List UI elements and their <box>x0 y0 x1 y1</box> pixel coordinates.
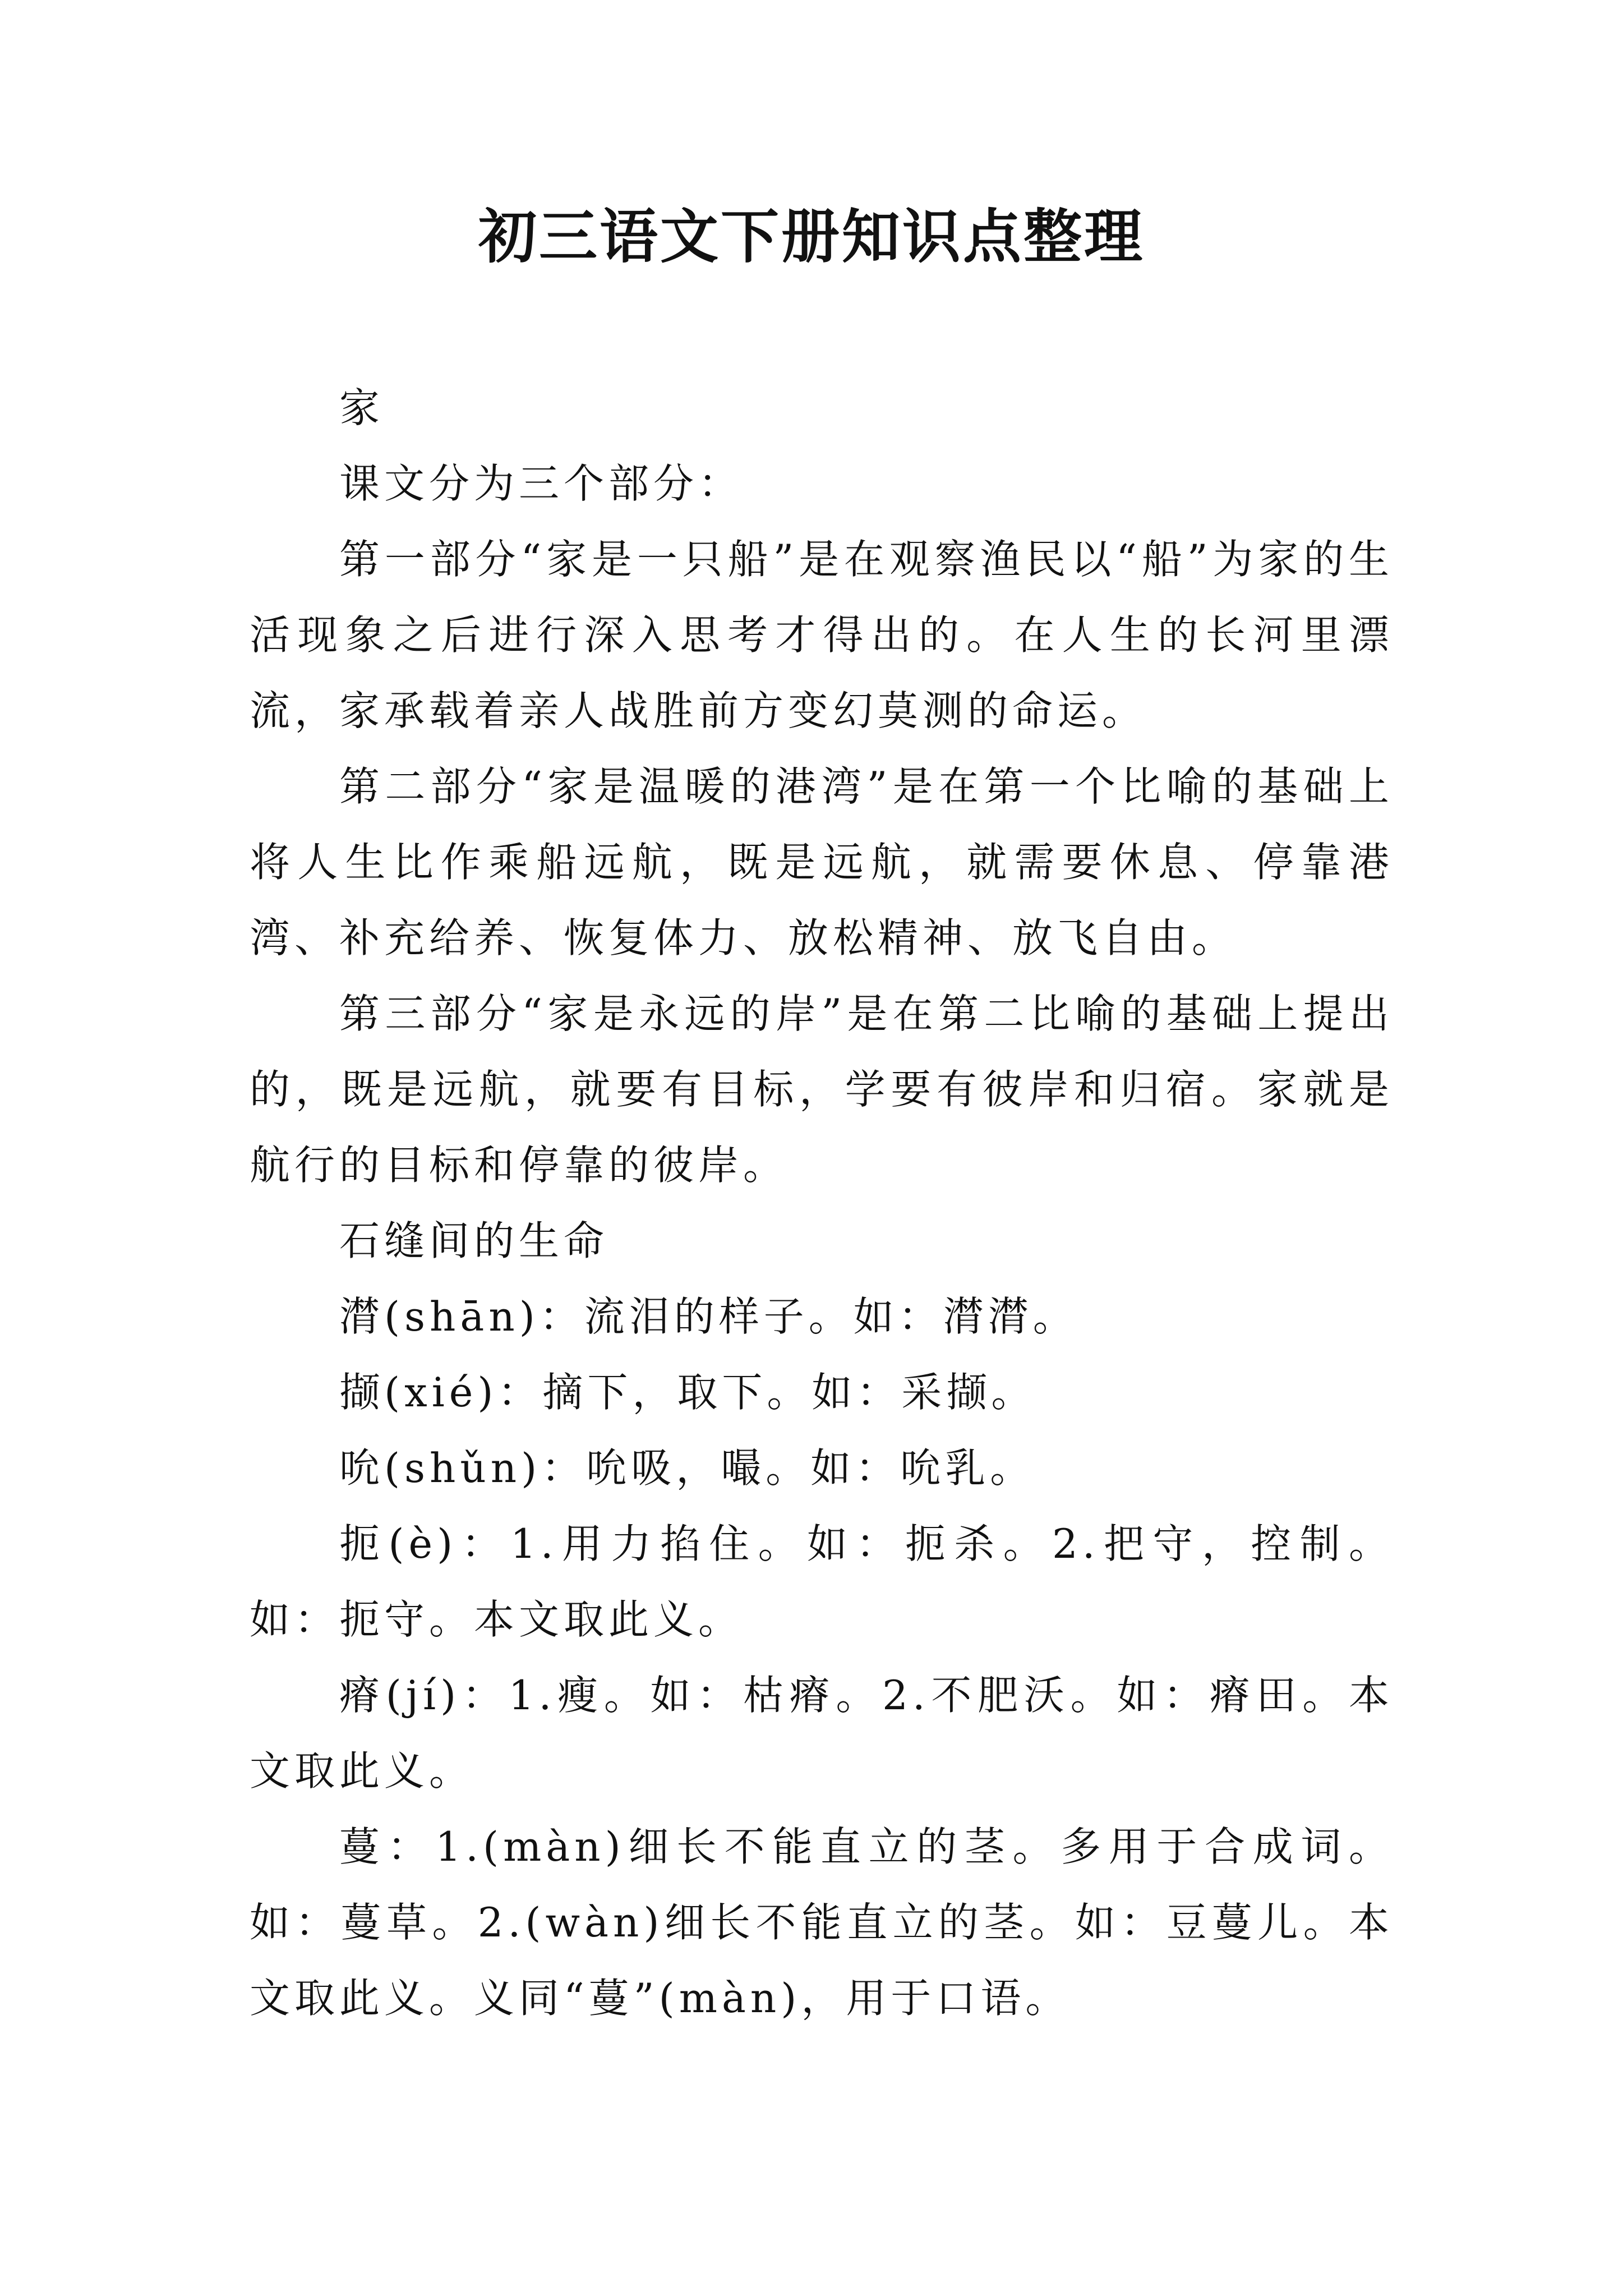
document-body <box>250 370 1394 2036</box>
vocab-entry: 吮(shǔn)：吮吸，嘬。如：吮乳。 <box>339 1444 1035 1492</box>
section-heading-jia: 家 <box>339 384 385 431</box>
paragraph: 第二部分“家是温暖的港湾”是在第一个比喻的基础上将人生比作乘船远航，既是远航，就需要休息、停靠港湾、补充给养、恢复体力、放松精神、放飞自由。 <box>250 763 1394 961</box>
vocab-entry: 瘠(jí)：1.瘦。如：枯瘠。2.不肥沃。如：瘠田。本文取此义。 <box>250 1672 1394 1795</box>
vocab-entry: 蔓：1.(màn)细长不能直立的茎。多用于合成词。如：蔓草。2.(wàn)细长不能直立的茎。如：豆蔓儿。本文取此义。义同“蔓”(màn)，用于口语。 <box>250 1823 1394 2022</box>
paragraph: 课文分为三个部分： <box>339 460 744 507</box>
paragraph: 第一部分“家是一只船”是在观察渔民以“船”为家的生活现象之后进行深入思考才得出的。在人生的长河里漂流，家承载着亲人战胜前方变幻莫测的命运。 <box>250 536 1394 734</box>
vocab-entry: 潸(shān)：流泪的样子。如：潸潸。 <box>339 1293 1078 1340</box>
section-heading-shifeng: 石缝间的生命 <box>339 1217 609 1264</box>
document-title: 初三语文下册知识点整理 <box>478 202 1145 271</box>
vocab-entry: 扼(è)：1.用力掐住。如：扼杀。2.把守，控制。如：扼守。本文取此义。 <box>250 1520 1394 1643</box>
vocab-entry: 撷(xié)：摘下，取下。如：采撷。 <box>339 1369 1036 1416</box>
paragraph: 第三部分“家是永远的岸”是在第二比喻的基础上提出的，既是远航，就要有目标，学要有彼岸和归宿。家就是航行的目标和停靠的彼岸。 <box>250 990 1394 1189</box>
